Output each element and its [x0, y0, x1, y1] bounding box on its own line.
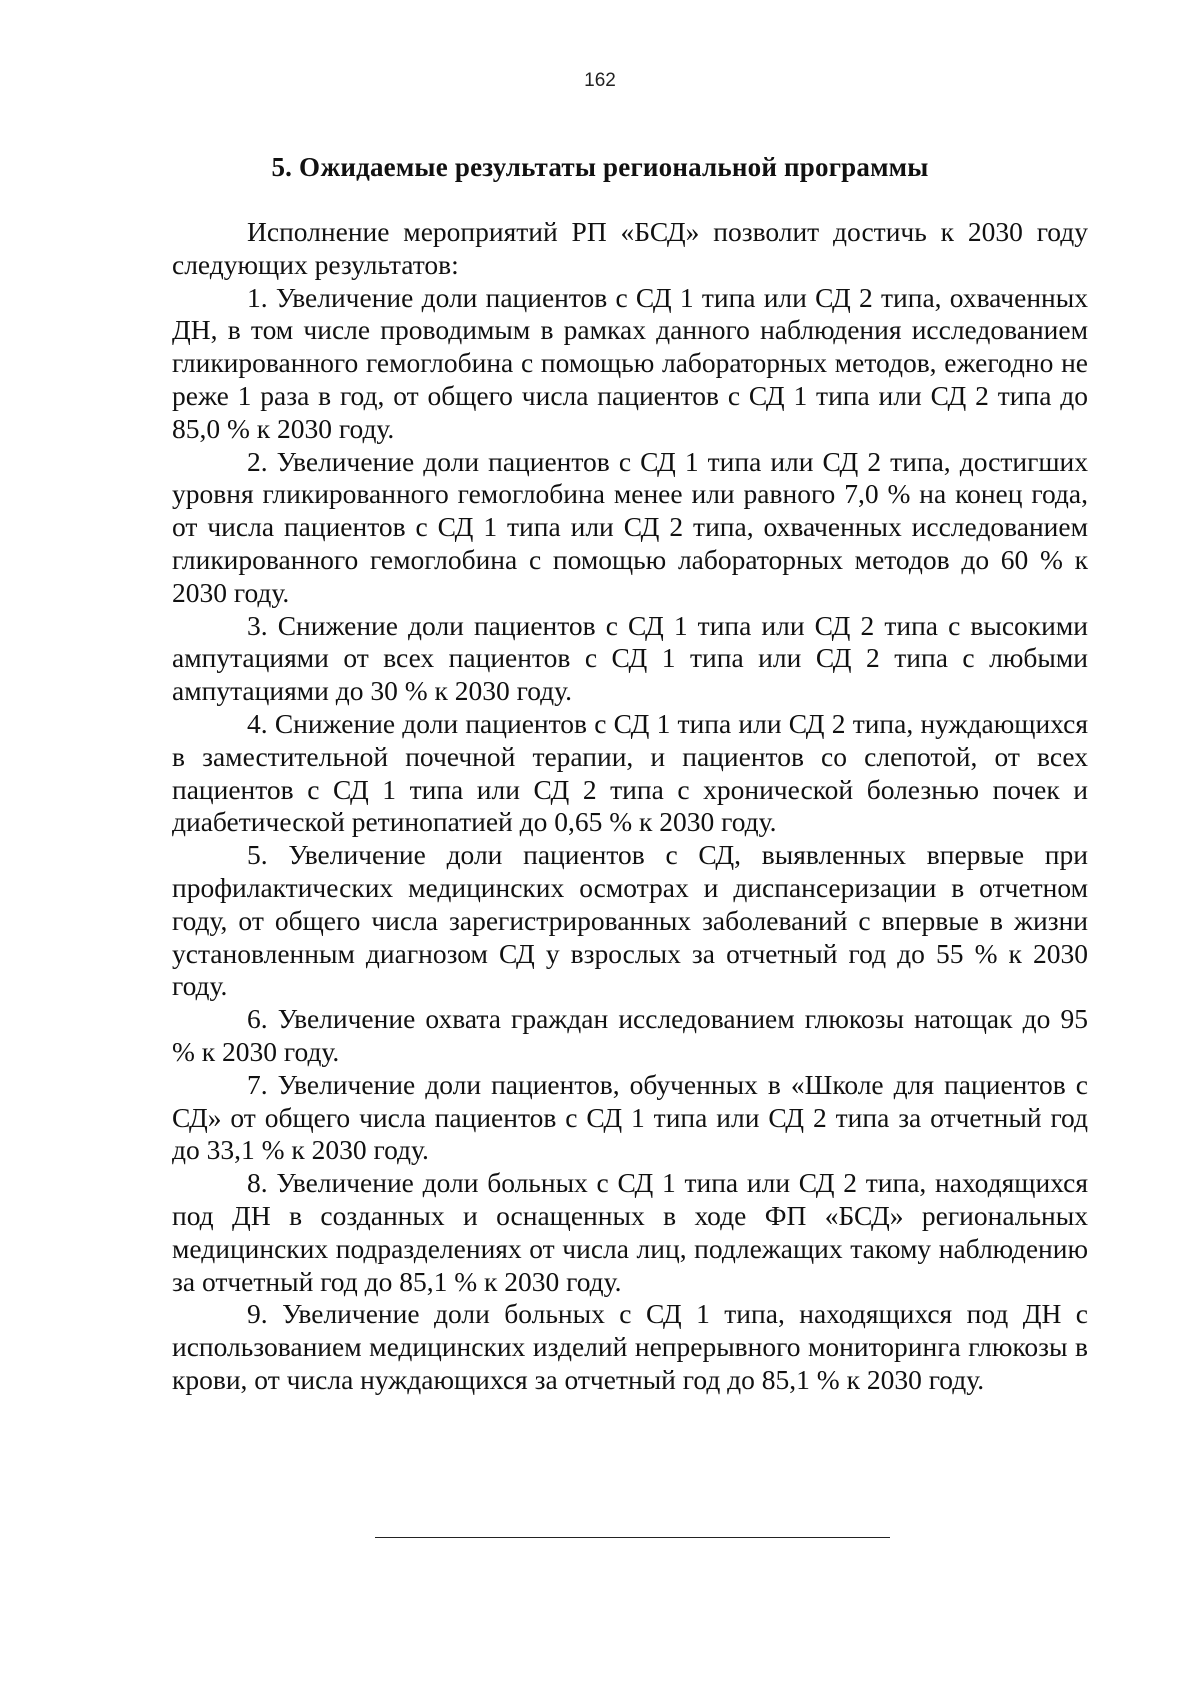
section-title: 5. Ожидаемые результаты региональной программы — [271, 152, 929, 182]
intro-paragraph: Исполнение мероприятий РП «БСД» позволит достичь к 2030 году следующих результатов: — [172, 216, 1088, 280]
result-item-2: 2. Увеличение доли пациентов с СД 1 типа или СД 2 типа, достигших уровня гликированного гемоглобина менее или равного 7,0 % на конец года, от числа пациентов с СД 1 типа или СД 2 типа, охваченных исследованием гликированного гемоглобина с помощью лабораторных методов до 60 % к 2030 году. — [172, 445, 1088, 608]
result-item-8: 8. Увеличение доли больных с СД 1 типа или СД 2 типа, находящихся под ДН в созданных и оснащенных в ходе ФП «БСД» региональных медицинских подразделениях от числа лиц, подлежащих такому наблюдению за отчетный год до 85,1 % к 2030 году. — [172, 1167, 1088, 1297]
result-item-1: 1. Увеличение доли пациентов с СД 1 типа или СД 2 типа, охваченных ДН, в том числе проводимым в рамках данного наблюдения исследованием гликированного гемоглобина с помощью лабораторных методов, ежегодно не реже 1 раза в год, от общего числа пациентов с СД 1 типа или СД 2 типа до 85,0 % к 2030 году. — [172, 281, 1088, 444]
result-item-6: 6. Увеличение охвата граждан исследованием глюкозы натощак до 95 % к 2030 году. — [172, 1003, 1088, 1067]
body-text — [172, 216, 1088, 1397]
result-item-3: 3. Снижение доли пациентов с СД 1 типа или СД 2 типа с высокими ампутациями от всех пациентов с СД 1 типа или СД 2 типа с любыми ампутациями до 30 % к 2030 году. — [172, 609, 1088, 707]
result-item-4: 4. Снижение доли пациентов с СД 1 типа или СД 2 типа, нуждающихся в заместительной почечной терапии, и пациентов со слепотой, от всех пациентов с СД 1 типа или СД 2 типа с хронической болезнью почек и диабетической ретинопатией до 0,65 % к 2030 году. — [172, 707, 1088, 838]
result-item-5: 5. Увеличение доли пациентов с СД, выявленных впервые при профилактических медицинских осмотрах и диспансеризации в отчетном году, от общего числа зарегистрированных заболеваний с впервые в жизни установленным диагнозом СД у взрослых за отчетный год до 55 % к 2030 году. — [172, 839, 1088, 1002]
result-item-7: 7. Увеличение доли пациентов, обученных в «Школе для пациентов с СД» от общего числа пациентов с СД 1 типа или СД 2 типа за отчетный год до 33,1 % к 2030 году. — [172, 1068, 1088, 1166]
end-of-section-rule — [375, 1537, 890, 1538]
page-number: 162 — [584, 70, 616, 91]
result-item-9: 9. Увеличение доли больных с СД 1 типа, находящихся под ДН с использованием медицинских изделий непрерывного мониторинга глюкозы в крови, от числа нуждающихся за отчетный год до 85,1 % к 2030 году. — [172, 1298, 1088, 1395]
